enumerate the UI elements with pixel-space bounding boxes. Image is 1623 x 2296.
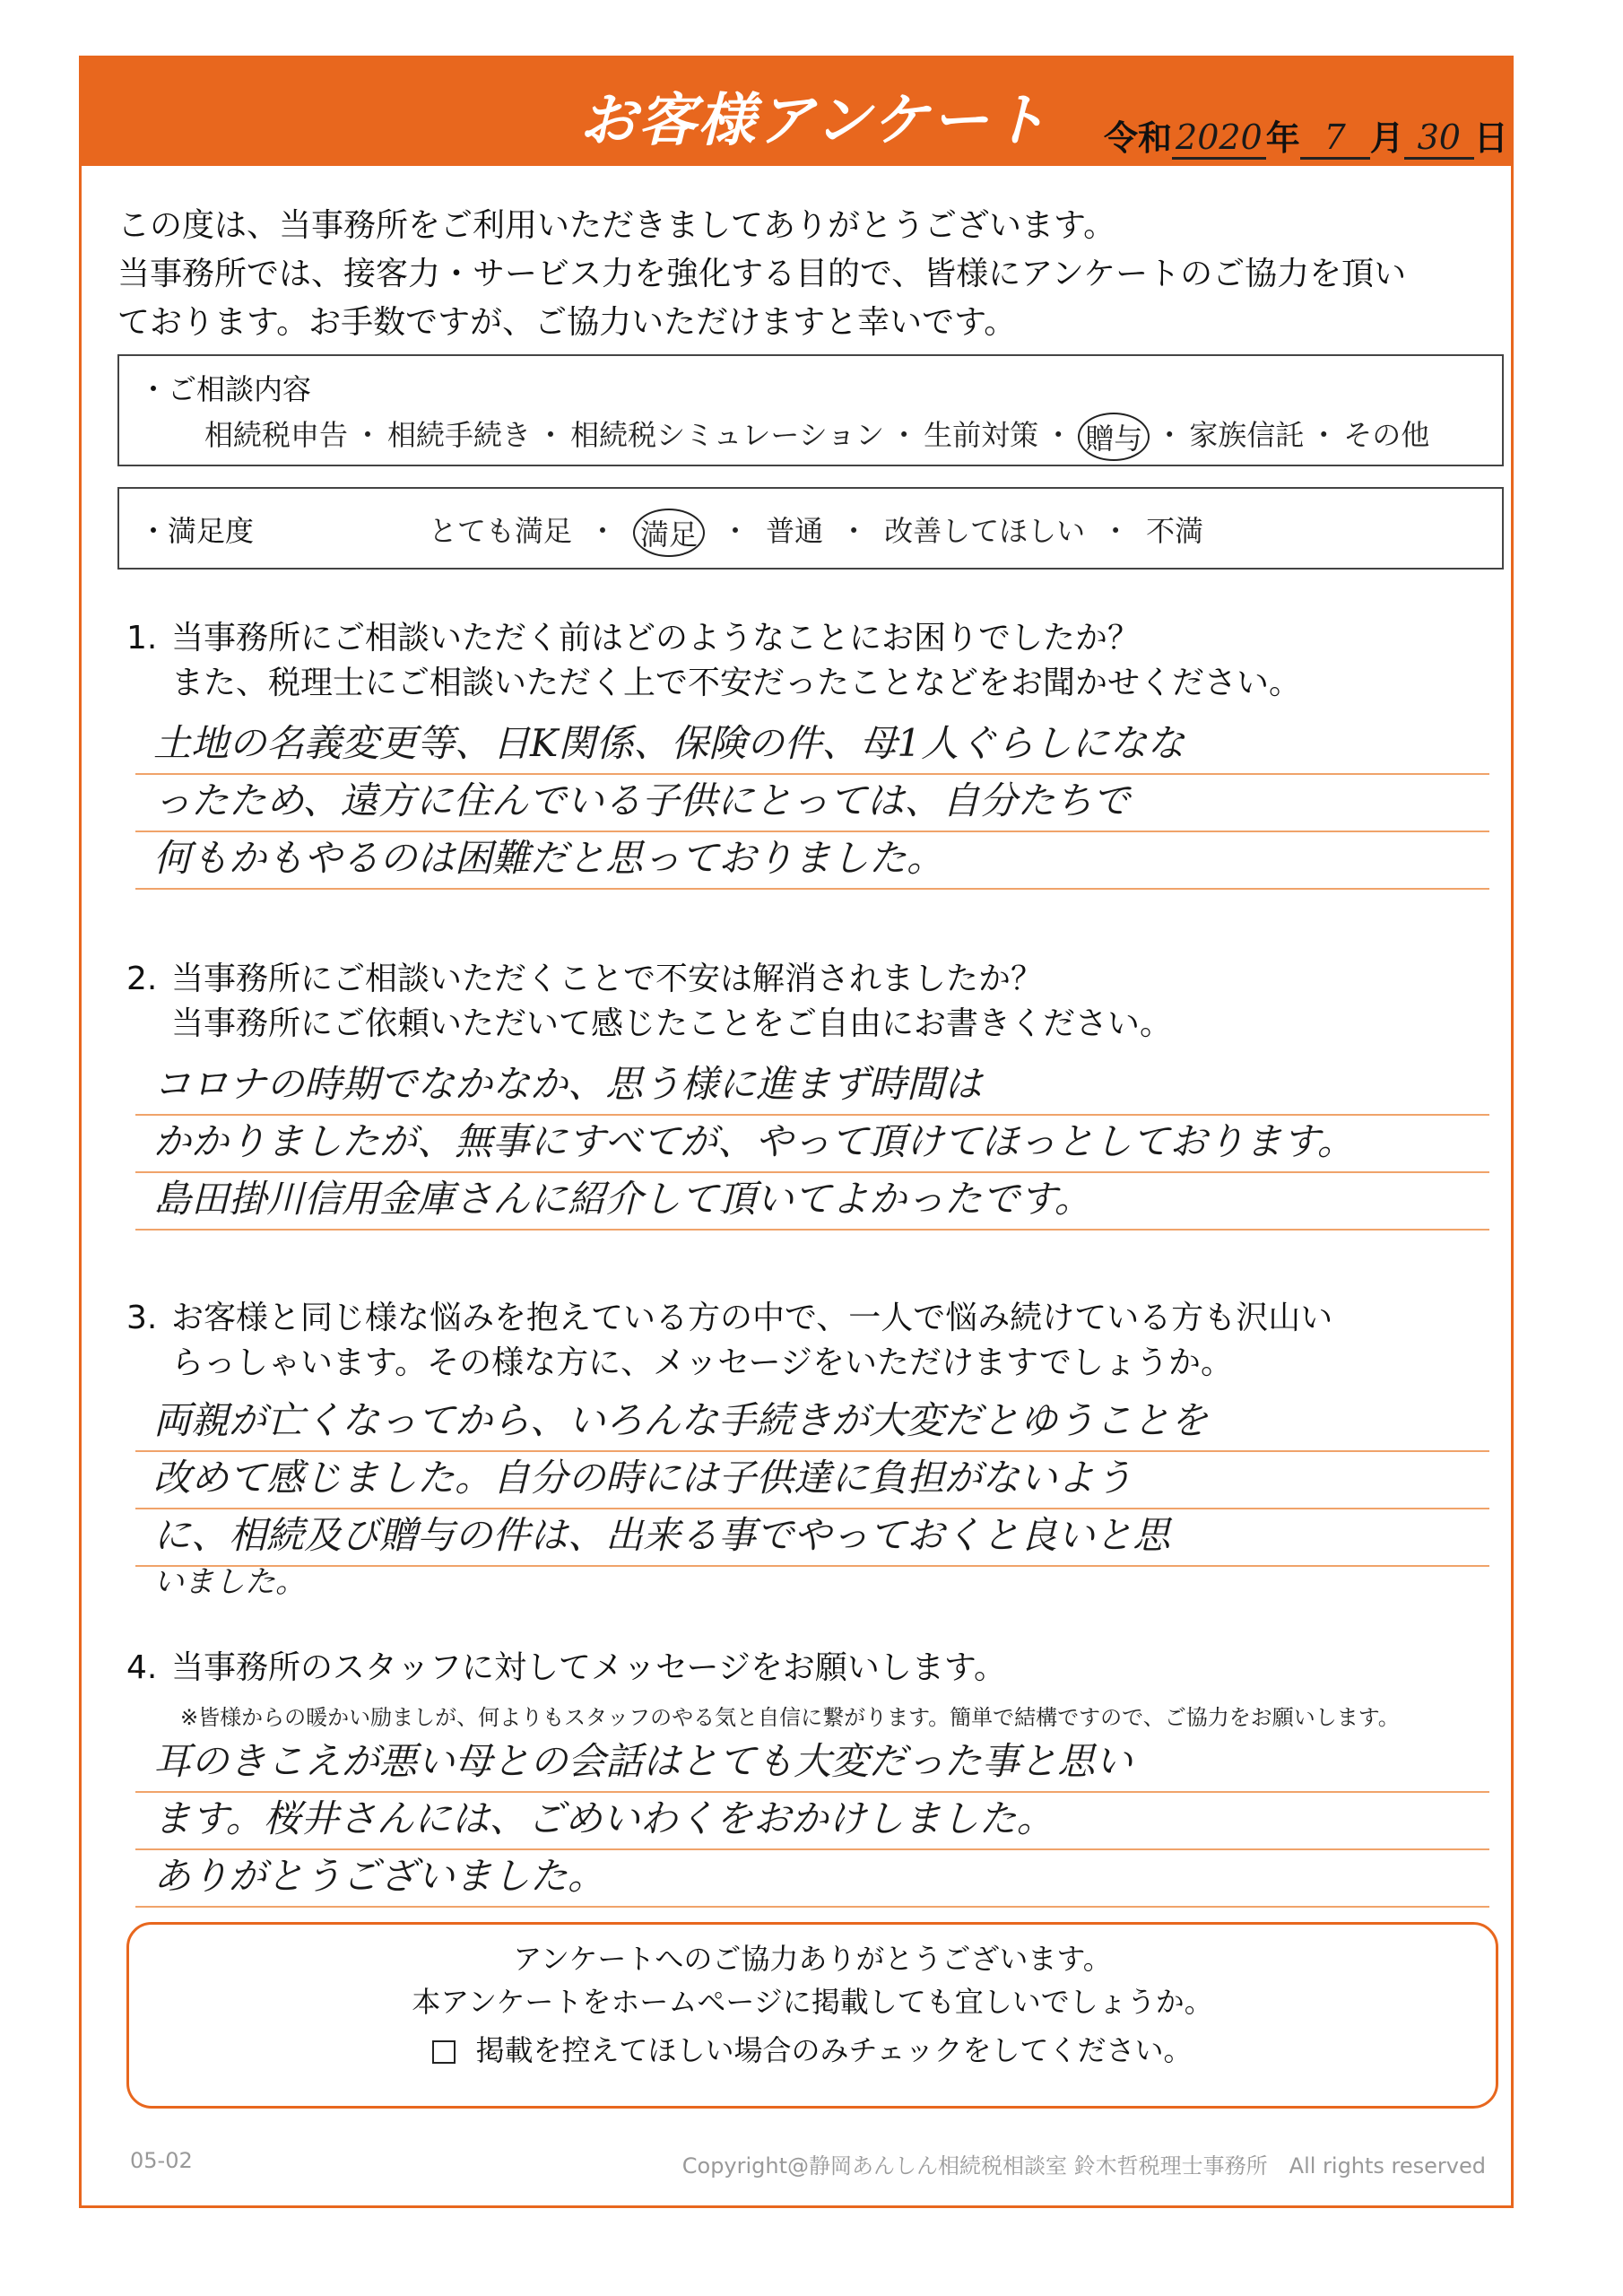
option-family-trust[interactable]: 家族信託 (1189, 418, 1305, 452)
day-unit: 日 (1473, 118, 1508, 158)
handwritten-text: ったため、遠方に住んでいる子供にとっては、自分たちで (153, 778, 1131, 822)
handwritten-text: ます。桜井さんには、ごめいわくをおかけしました。 (153, 1796, 1055, 1840)
year-value: 2020 (1172, 117, 1266, 160)
question-text: お客様と同じ様な悩みを抱えている方の中で、一人で悩み続けている方も沢山い (171, 1300, 1333, 1336)
question-number: 1. (126, 620, 158, 657)
separator: ・ (1155, 418, 1185, 452)
intro-text (117, 202, 1498, 347)
date-field (1104, 106, 1508, 160)
answer-2[interactable] (135, 1058, 1489, 1231)
satisfaction-label: ・満足度 (139, 514, 255, 548)
question-3 (126, 1296, 1332, 1386)
thanks-text: アンケートへのご協力ありがとうございます。 (513, 1942, 1112, 1976)
answer-line (135, 1850, 1489, 1908)
answer-line (135, 1116, 1489, 1173)
era-label: 令和 (1104, 118, 1173, 158)
option-gift[interactable]: 贈与 (1078, 413, 1150, 461)
answer-line (135, 1058, 1489, 1116)
separator: ・ (1101, 514, 1131, 548)
answer-line (135, 832, 1489, 890)
option-neutral[interactable]: 普通 (766, 514, 824, 548)
question-4 (126, 1646, 1006, 1691)
handwritten-text: 島田掛川信用金庫さんに紹介して頂いてよかったです。 (153, 1177, 1092, 1221)
question-number: 2. (126, 961, 158, 997)
opt-out-checkbox[interactable] (432, 2040, 456, 2064)
consultation-options (204, 413, 1429, 461)
separator: ・ (536, 418, 566, 452)
handwritten-text: 土地の名義変更等、日K関係、保険の件、母1人ぐらしになな (153, 721, 1185, 765)
satisfaction-box (117, 487, 1504, 570)
copyright: Copyright@静岡あんしん相続税相談室 鈴木哲税理士事務所 All rights reserved (681, 2153, 1486, 2179)
option-satisfied[interactable]: 満足 (633, 509, 705, 557)
question-text: 当事務所にご相談いただくことで不安は解消されましたか？ (171, 961, 1044, 997)
question-text: 当事務所にご依頼いただいて感じたことをご自由にお書きください。 (171, 1005, 1173, 1042)
answer-line (135, 775, 1489, 832)
handwritten-text: 両親が亡くなってから、いろんな手続きが大変だとゆうことを (153, 1398, 1209, 1442)
intro-line: この度は、当事務所をご利用いただきましてありがとうございます。 (117, 207, 1116, 244)
answer-4[interactable] (135, 1735, 1489, 1908)
handwritten-text: 何もかもやるのは困難だと思っておりました。 (153, 836, 945, 880)
option-needs-improvement[interactable]: 改善してほしい (884, 514, 1086, 548)
title-banner (82, 58, 1511, 166)
option-pre-death-planning[interactable]: 生前対策 (924, 418, 1039, 452)
handwritten-text: に、相続及び贈与の件は、出来る事でやっておくと良いと思 (153, 1513, 1171, 1557)
question-2 (126, 957, 1172, 1047)
answer-line (135, 718, 1489, 775)
separator: ・ (588, 514, 618, 548)
handwritten-text: いました。 (153, 1564, 306, 1600)
opt-out-label: 掲載を控えてほしい場合のみチェックをしてください。 (475, 2033, 1193, 2067)
consent-box (126, 1922, 1498, 2109)
answer-line (135, 1173, 1489, 1231)
year-unit: 年 (1265, 118, 1300, 158)
page-title: お客様アンケート (579, 88, 1050, 154)
answer-3[interactable] (135, 1395, 1489, 1600)
option-other[interactable]: その他 (1343, 418, 1430, 452)
survey-sheet (79, 56, 1514, 2208)
day-value: 30 (1404, 117, 1474, 160)
separator: ・ (839, 514, 869, 548)
question-number: 4. (126, 1649, 158, 1686)
question-1 (126, 616, 1301, 706)
option-inheritance-tax-filing[interactable]: 相続税申告 (204, 418, 349, 452)
option-tax-simulation[interactable]: 相続税シミュレーション (570, 418, 885, 452)
satisfaction-options (429, 509, 1203, 557)
month-value: 7 (1300, 117, 1370, 160)
separator: ・ (1044, 418, 1073, 452)
handwritten-text: 改めて感じました。自分の時には子供達に負担がないよう (153, 1456, 1133, 1500)
answer-line (135, 1452, 1489, 1509)
opt-out-row (129, 2029, 1496, 2072)
question-text: また、税理士にご相談いただく上で不安だったことなどをお聞かせください。 (171, 665, 1302, 701)
handwritten-text: かかりましたが、無事にすべてが、やって頂けてほっとしております。 (153, 1119, 1355, 1163)
consultation-label: ・ご相談内容 (139, 372, 312, 406)
answer-line (135, 1395, 1489, 1452)
separator: ・ (353, 418, 383, 452)
separator: ・ (721, 514, 751, 548)
intro-line: ております。お手数ですが、ご協力いただけますと幸いです。 (117, 304, 1017, 341)
separator: ・ (890, 418, 919, 452)
question-text: 当事務所のスタッフに対してメッセージをお願いします。 (171, 1649, 1006, 1686)
option-inheritance-procedures[interactable]: 相続手続き (387, 418, 532, 452)
answer-line (135, 1509, 1489, 1567)
separator: ・ (1309, 418, 1339, 452)
answer-1[interactable] (135, 718, 1489, 890)
question-text: らっしゃいます。その様な方に、メッセージをいただけますでしょうか。 (171, 1344, 1234, 1381)
handwritten-text: 耳のきこえが悪い母との会話はとても大変だった事と思い (153, 1739, 1133, 1783)
consultation-box (117, 354, 1504, 466)
answer-line (135, 1735, 1489, 1793)
handwritten-text: ありがとうございました。 (153, 1854, 606, 1898)
option-very-satisfied[interactable]: とても満足 (429, 514, 573, 548)
note-text: ※皆様からの暖かい励ましが、何よりもスタッフのやる気と自信に繋がります。簡単で結構ですので、ご協力をお願いします。 (180, 1705, 1400, 1730)
intro-line: 当事務所では、接客力・サービス力を強化する目的で、皆様にアンケートのご協力を頂い (117, 256, 1407, 292)
month-unit: 月 (1369, 118, 1404, 158)
form-code: 05-02 (130, 2148, 193, 2173)
question-number: 3. (126, 1300, 158, 1336)
consent-question: 本アンケートをホームページに掲載しても宜しいでしょうか。 (412, 1985, 1213, 2019)
answer-line (135, 1793, 1489, 1850)
question-text: 当事務所にご相談いただく前はどのようなことにお困りでしたか？ (171, 620, 1141, 657)
option-dissatisfied[interactable]: 不満 (1146, 514, 1204, 548)
handwritten-text: コロナの時期でなかなか、思う様に進まず時間は (153, 1062, 983, 1106)
answer-line (135, 1564, 1489, 1600)
